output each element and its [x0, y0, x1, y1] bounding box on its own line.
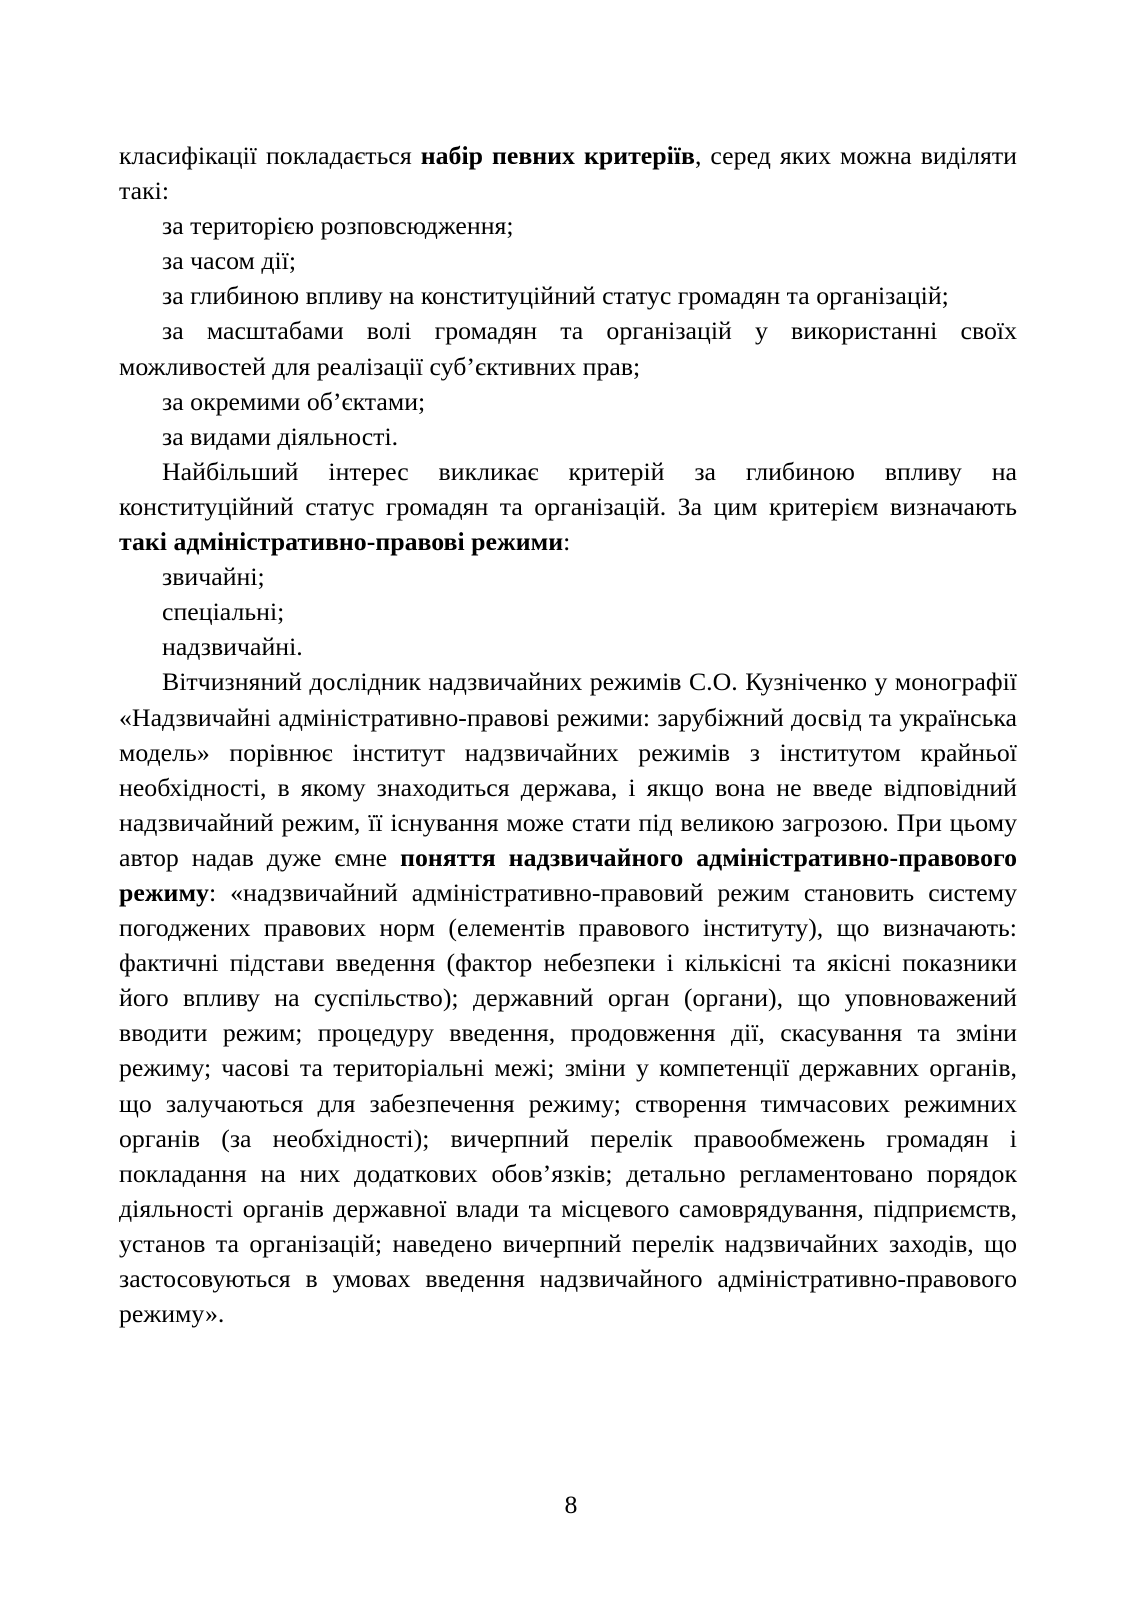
- document-body-text: [119, 138, 1017, 1331]
- text-run: спеціальні;: [162, 597, 285, 627]
- text-run: , серед яких можна виділяти такі:: [119, 141, 1017, 206]
- emphasized-text-run: поняття надзвичайного адміністративно-правового режиму: [119, 842, 1017, 907]
- text-run: класифікації покладається: [119, 141, 421, 170]
- emphasized-text-run: набір певних критеріїв: [420, 141, 695, 170]
- text-run: надзвичайні.: [162, 632, 303, 662]
- paragraph: [119, 138, 1017, 208]
- paragraph: [119, 243, 1017, 278]
- text-run: за часом дії;: [162, 246, 297, 276]
- paragraph: [119, 419, 1017, 454]
- paragraph: [119, 594, 1017, 629]
- paragraph: [119, 278, 1017, 313]
- paragraph: [119, 454, 1017, 559]
- text-run: Вітчизняний дослідник надзвичайних режимів С.О. Кузніченко у монографії «Надзвичайні адміністративно-правові режими: зарубіжний досвід та українська модель» порівнює інститут надзвичайних режимів з інститутом крайньої необхідності, в якому знаходиться держава, і якщо вона не введе відповідний надзвичайний режим, її існування може стати під великою загрозою. При цьому автор надав дуже ємне: [119, 667, 1017, 872]
- paragraph: [119, 664, 1017, 1331]
- text-run: : «надзвичайний адміністративно-правовий режим становить систему погоджених правових норм (елементів правового інституту), що визначають: фактичні підстави введення (фактор небезпеки і кількісні та якісні показники його впливу на суспільство); державний орган (органи), що уповноважений вводити режим; процедуру введення, продовження дії, скасування та зміни режиму; часові та територіальні межі; зміни у компетенції державних органів, що залучаються для забезпечення режиму; створення тимчасових режимних органів (за необхідності); вичерпний перелік правообмежень громадян і покладання на них додаткових обов’язків; детально регламентовано порядок діяльності органів державної влади та місцевого самоврядування, підприємств, установ та організацій; наведено вичерпний перелік надзвичайних заходів, що застосовуються в умовах введення надзвичайного адміністративно-правового режиму».: [119, 877, 1017, 1329]
- text-run: Найбільший інтерес викликає критерій за глибиною впливу на конституційний статус громадян та організацій. За цим критерієм визначають: [119, 456, 1017, 521]
- text-run: за глибиною впливу на конституційний статус громадян та організацій;: [162, 281, 949, 311]
- paragraph: [119, 384, 1017, 419]
- page-number: 8: [564, 1490, 578, 1519]
- paragraph: [119, 629, 1017, 664]
- paragraph: [119, 559, 1017, 594]
- paragraph: [119, 313, 1017, 383]
- text-run: за територією розповсюдження;: [162, 211, 514, 241]
- paragraph: [119, 208, 1017, 243]
- emphasized-text-run: такі адміністративно-правові режими: [119, 527, 564, 557]
- text-run: за видами діяльності.: [162, 421, 399, 451]
- text-run: за окремими об’єктами;: [162, 386, 426, 416]
- text-run: :: [563, 527, 571, 557]
- text-run: за масштабами волі громадян та організацій у використанні своїх можливостей для реалізації суб’єктивних прав;: [119, 316, 1017, 381]
- text-run: звичайні;: [162, 562, 265, 592]
